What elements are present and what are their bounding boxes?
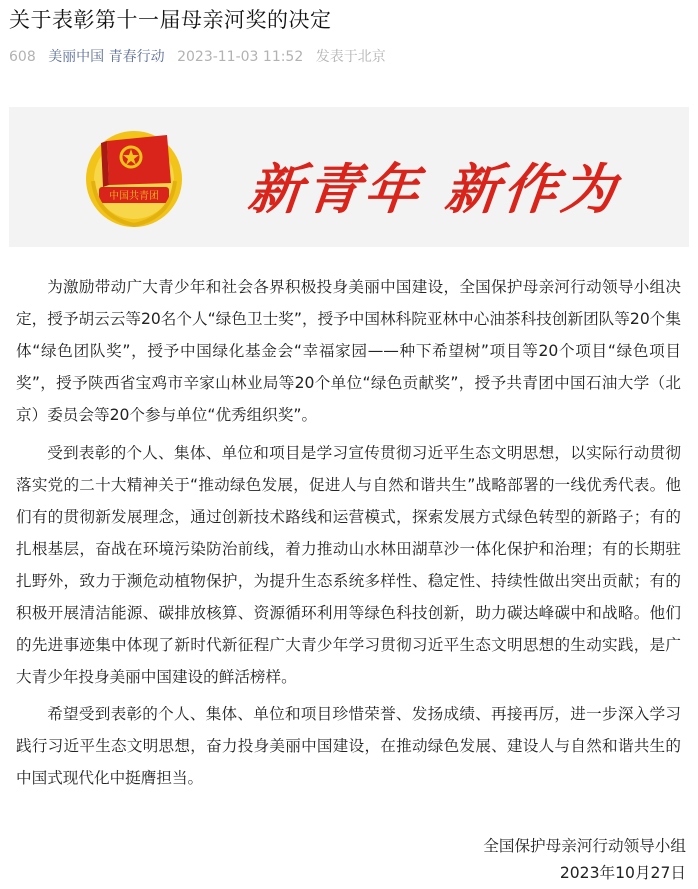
banner-slogan: 新青年 新作为	[245, 157, 623, 221]
paragraph-3: 希望受到表彰的个人、集体、单位和项目珍惜荣誉、发扬成绩、再接再厉，进一步深入学习践行习近平生态文明思想，奋力投身美丽中国建设，在推动绿色发展、建设人与自然和谐共生的中国式现代化中挺膺担当。	[16, 705, 681, 787]
banner-image	[9, 107, 689, 247]
signature-date: 2023年10月27日	[559, 864, 686, 882]
account-name-link[interactable]: 美丽中国 青春行动	[48, 49, 165, 65]
paragraph-2: 受到表彰的个人、集体、单位和项目是学习宣传贯彻习近平生态文明思想，以实际行动贯彻落实党的二十大精神关于“推动绿色发展，促进人与自然和谐共生”战略部署的一线优秀代表。他们有的贯彻新发展理念，通过创新技术路线和运营模式，探索发展方式绿色转型的新路子；有的扎根基层，奋战在环境污染防治前线，着力推动山水林田湖草沙一体化保护和治理；有的长期驻扎野外，致力于濒危动植物保护，为提升生态系统多样性、稳定性、持续性做出突出贡献；有的积极开展清洁能源、碳排放核算、资源循环利用等绿色科技创新，助力碳达峰碳中和战略。他们的先进事迹集中体现了新时代新征程广大青少年学习贯彻习近平生态文明思想的生动实践，是广大青少年投身美丽中国建设的鲜活榜样。	[16, 444, 681, 686]
article-meta	[9, 46, 394, 66]
youth-league-emblem-icon	[79, 121, 189, 231]
signature-organization: 全国保护母亲河行动领导小组	[483, 837, 686, 855]
publish-location: 发表于北京	[315, 49, 386, 65]
read-count: 608	[9, 49, 36, 65]
emblem-text: 中国共青团	[109, 191, 159, 202]
article-title: 关于表彰第十一届母亲河奖的决定	[9, 8, 332, 32]
publish-datetime: 2023-11-03 11:52	[177, 49, 304, 65]
paragraph-1: 为激励带动广大青少年和社会各界积极投身美丽中国建设，全国保护母亲河行动领导小组决定，授予胡云云等20名个人“绿色卫士奖”，授予中国林科院亚林中心油茶科技创新团队等20个集体“绿色团队奖”，授予中国绿化基金会“幸福家园——种下希望树”项目等20个项目“绿色项目奖”，授予陕西省宝鸡市辛家山林业局等20个单位“绿色贡献奖”，授予共青团中国石油大学（北京）委员会等20个参与单位“优秀组织奖”。	[16, 278, 681, 424]
